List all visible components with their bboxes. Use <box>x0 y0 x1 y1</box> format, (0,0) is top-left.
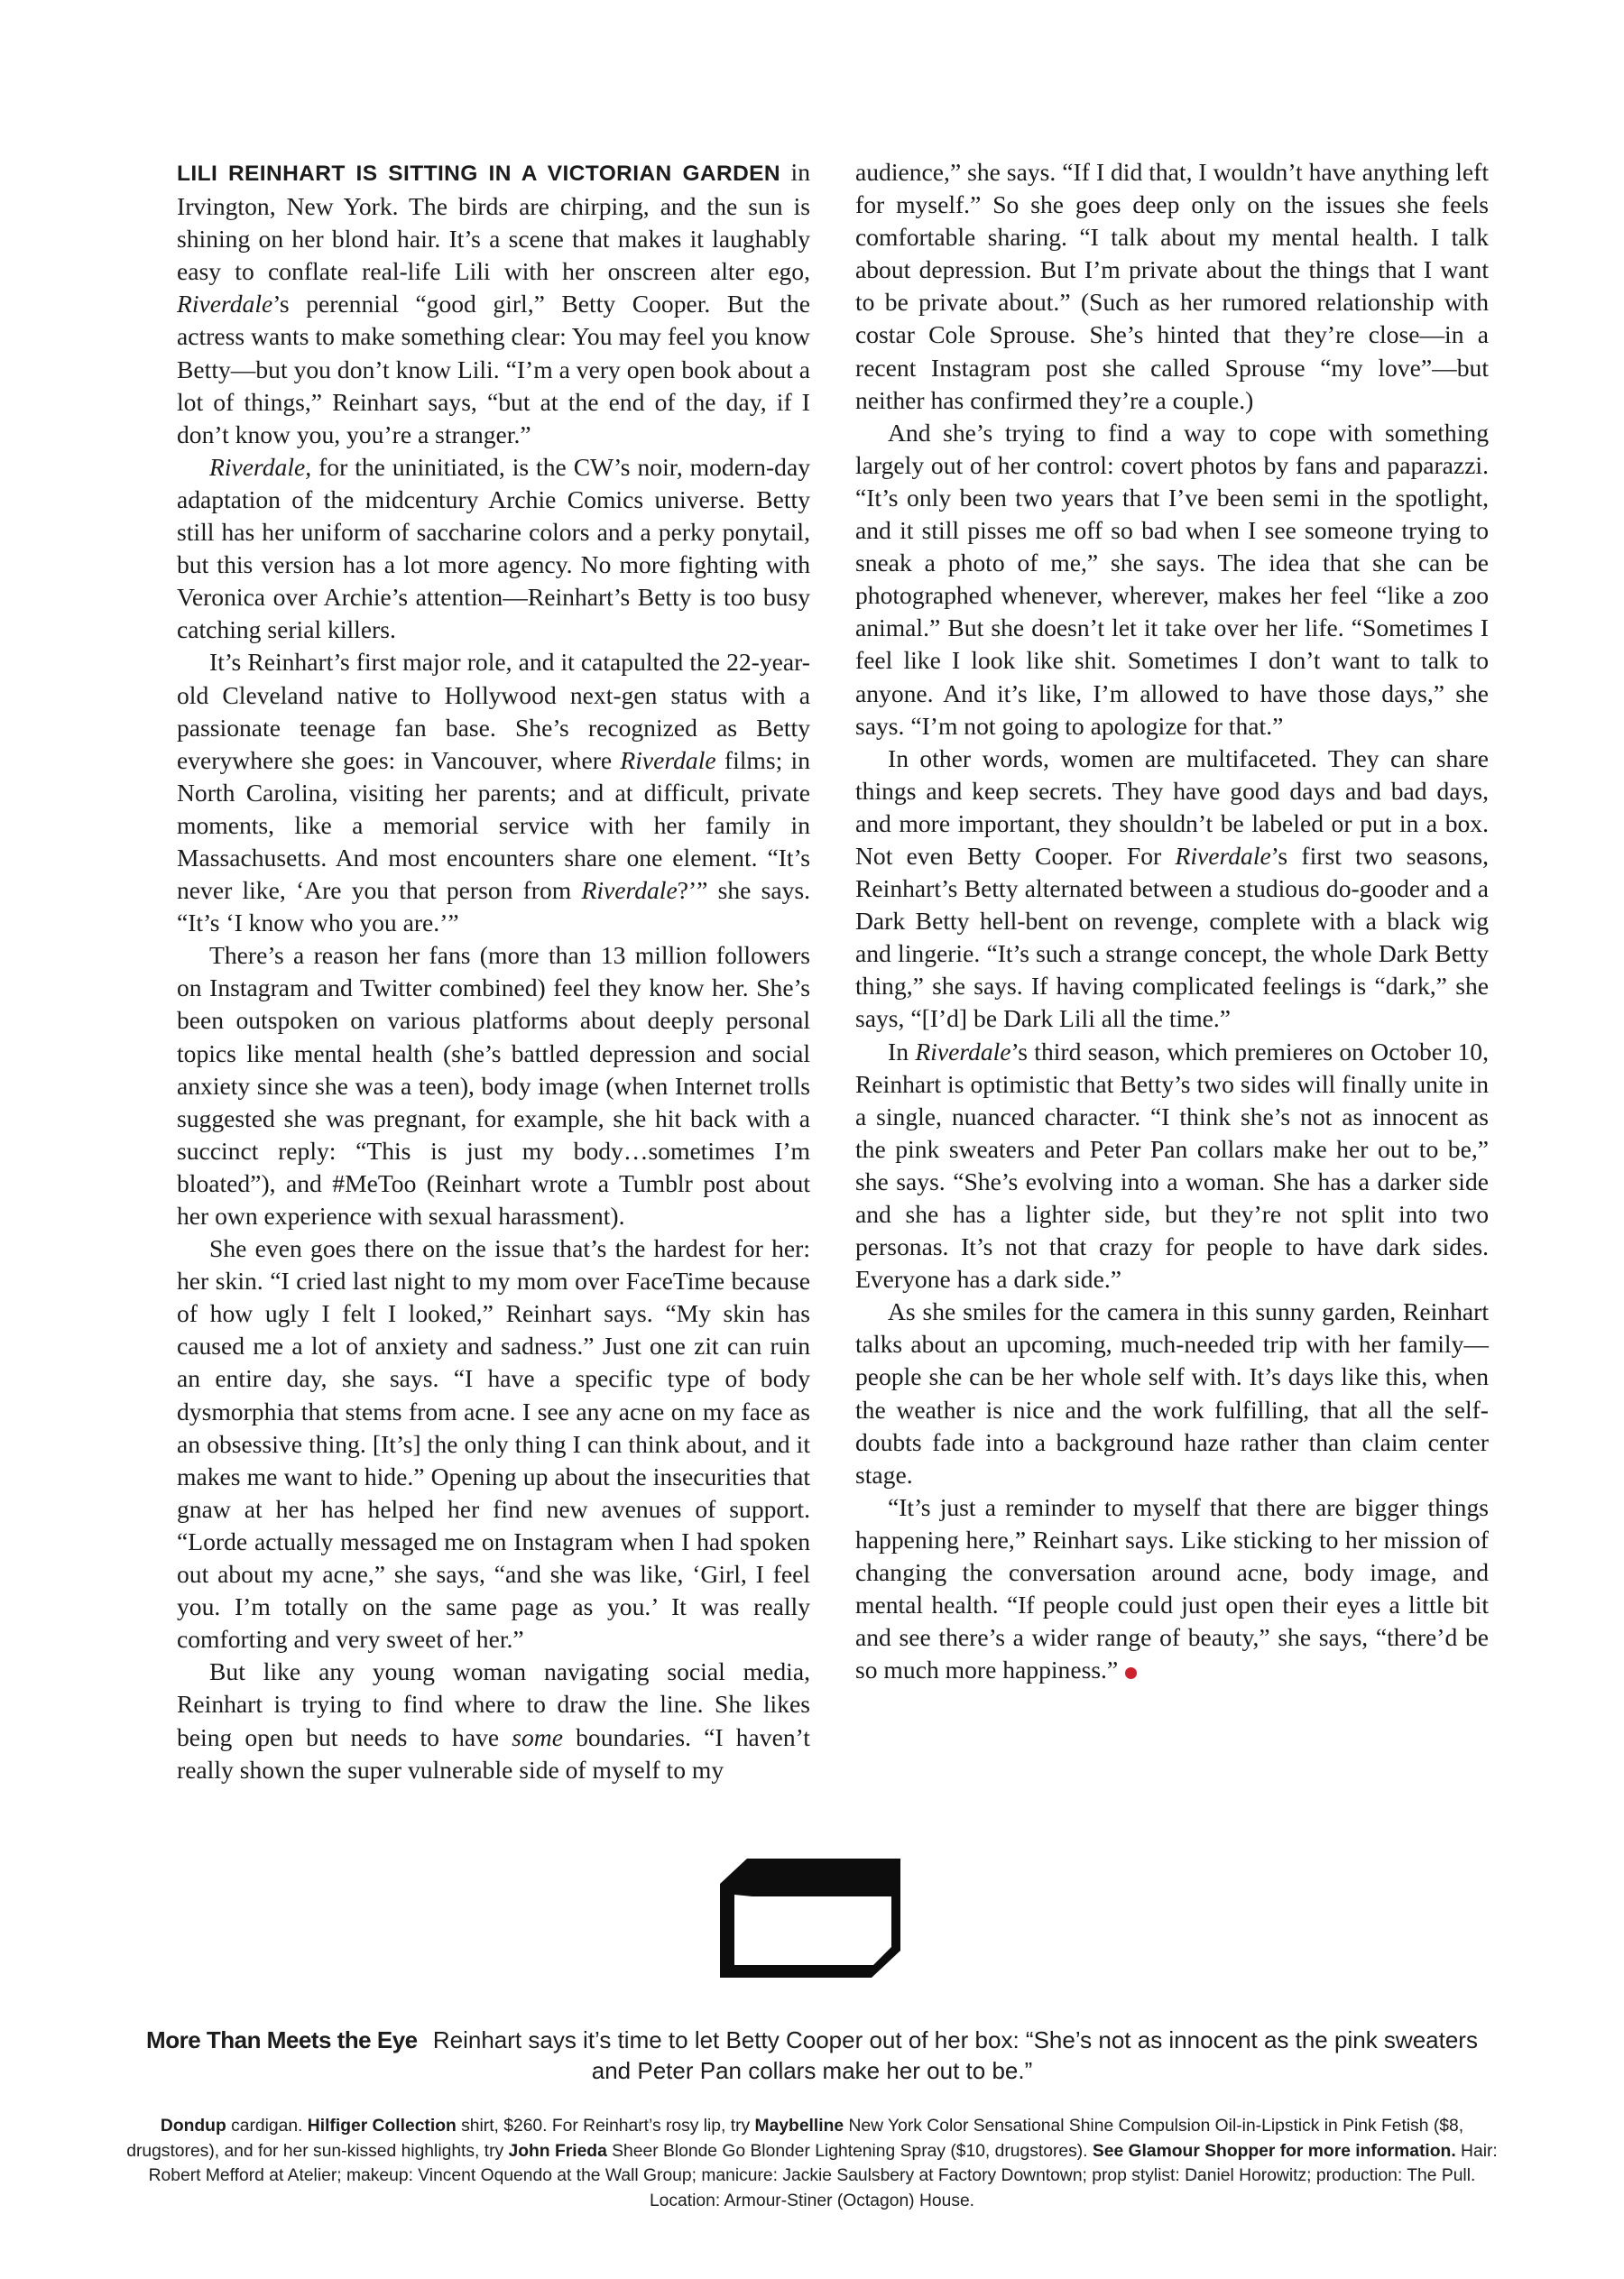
article-paragraph: Riverdale, for the uninitiated, is the CW’s noir, modern-day adaptation of the midcentury Archie Comics universe. Betty still has her uniform of saccharine colors and a perky ponytail, but this version has a lot more agency. No more fighting with Veronica over Archie’s attention—Reinhart’s Betty is too busy catching serial killers. <box>177 452 810 644</box>
article-paragraph: There’s a reason her fans (more than 13 million followers on Instagram and Twitter combined) feel they know her. She’s been outspoken on various platforms about deeply personal topics like mental health (she’s battled depression and social anxiety since she was a teen), body image (when Internet trolls suggested she was pregnant, for example, she hit back with a succinct reply: “This is just my body…sometimes I’m bloated”), and #MeToo (Reinhart wrote a Tumblr post about her own experience with sexual harassment). <box>177 941 810 1230</box>
article-paragraph: But like any young woman navigating social media, Reinhart is trying to find where to draw the line. She likes being open but needs to have some boundaries. “I haven’t really shown the super vulnerable side of myself to my <box>177 1657 810 1784</box>
article-paragraph: As she smiles for the camera in this sunny garden, Reinhart talks about an upcoming, much-needed trip with her family—people she can be her whole self with. It’s days like this, when the weather is nice and the work fulfilling, that all the self-doubts fade into a background haze rather than claim center stage. <box>855 1297 1489 1489</box>
article-paragraph: “It’s just a reminder to myself that there are bigger things happening here,” Reinhart says. Like sticking to her mission of changing the conversation around acne, body image, and mental health. “If people could just open their eyes a little bit and see there’s a wider range of beauty,” she says, “there’d be so much more happiness.” <box>855 1492 1489 1684</box>
article-paragraph: audience,” she says. “If I did that, I wouldn’t have anything left for myself.” So she goes deep only on the issues she feels comfortable sharing. “I talk about my mental health. I talk about depression. But I’m private about the things that I want to be private about.” (Such as her rumored relationship with costar Cole Sprouse. She’s hinted that they’re close—in a recent Instagram post she called Sprouse “my love”—but neither has confirmed they’re a couple.) <box>855 158 1489 414</box>
caption-title: More Than Meets the Eye <box>146 2026 418 2053</box>
credit-brand: John Frieda <box>508 2141 607 2161</box>
article-lead-in: LILI REINHART IS SITTING IN A VICTORIAN GARDEN <box>177 161 781 186</box>
caption-text: Reinhart says it’s time to let Betty Cooper out of her box: “She’s not as innocent as the pink sweaters and Peter Pan collars make her out to be.” <box>432 2026 1478 2084</box>
article-paragraph: It’s Reinhart’s first major role, and it catapulted the 22-year-old Cleveland native to Hollywood next-gen status with a passionate teenage fan base. She’s recognized as Betty everywhere she goes: in Vancouver, where Riverdale films; in North Carolina, visiting her parents; and at difficult, private moments, like a memorial service with her family in Massachusetts. And most encounters share one element. “It’s never like, ‘Are you that person from Riverdale?’” she says. “It’s ‘I know who you are.’” <box>177 648 810 937</box>
article-column-left <box>177 156 810 1786</box>
end-mark-icon <box>1125 1667 1137 1679</box>
article-paragraph: And she’s trying to find a way to cope with something largely out of her control: covert photos by fans and paparazzi. “It’s only been two years that I’ve been semi in the spotlight, and it still pisses me off so bad when I see someone trying to sneak a photo of me,” she says. The idea that she can be photographed whenever, wherever, makes her feel “like a zoo animal.” But she doesn’t let it take over her life. “Sometimes I feel like I look like shit. Sometimes I don’t want to talk to anyone. And it’s like, I’m allowed to have those days,” she says. “I’m not going to apologize for that.” <box>855 418 1489 740</box>
credit-brand: Hilfiger Collection <box>307 2117 457 2136</box>
article-paragraph: In other words, women are multifaceted. They can share things and keep secrets. They have good days and bad days, and more important, they shouldn’t be labeled or put in a box. Not even Betty Cooper. For Riverdale’s first two seasons, Reinhart’s Betty alternated between a studious do-gooder and a Dark Betty hell-bent on revenge, complete with a black wig and lingerie. “It’s such a strange concept, the whole Dark Betty thing,” she says. If having complicated feelings is “dark,” she says, “[I’d] be Dark Lili all the time.” <box>855 743 1489 1033</box>
article-paragraph: In Riverdale’s third season, which premieres on October 10, Reinhart is optimistic that Betty’s two sides will finally unite in a single, nuanced character. “I think she’s not as innocent as the pink sweaters and Peter Pan collars make her out to be,” she says. “She’s evolving into a woman. She has a darker side and she has a lighter side, but they’re not split into two personas. It’s not that crazy for people to have dark sides. Everyone has a dark side.” <box>855 1037 1489 1294</box>
article-column-right <box>855 156 1489 1686</box>
credit-shopper-note: See Glamour Shopper for more information. <box>1092 2141 1456 2161</box>
photo-credits: Dondup cardigan. Hilfiger Collection shirt, $260. For Reinhart’s rosy lip, try Maybelline New York Color Sensational Shine Compulsion Oil-in-Lipstick in Pink Fetish ($8, drugstores), and for her sun-kissed highlights, try John Frieda Sheer Blonde Go Blonder Lightening Spray ($10, drugstores). See Glamour Shopper for more information. Hair: Robert Mefford at Atelier; makeup: Vincent Oquendo at the Wall Group; manicure: Jackie Saulsbery at Factory Downtown; prop stylist: Daniel Horowitz; production: The Pull. Location: Armour-Stiner (Octagon) House. <box>126 2117 1498 2210</box>
credit-brand: Dondup <box>160 2117 226 2136</box>
article-paragraph: LILI REINHART IS SITTING IN A VICTORIAN GARDEN in Irvington, New York. The birds are chirping, and the sun is shining on her blond hair. It’s a scene that makes it laughably easy to conflate real-life Lili with her onscreen alter ego, Riverdale’s perennial “good girl,” Betty Cooper. But the actress wants to make something clear: You may feel you know Betty—but you don’t know Lili. “I’m a very open book about a lot of things,” Reinhart says, “but at the end of the day, if I don’t know you, you’re a stranger.” <box>177 158 810 448</box>
article-paragraph: She even goes there on the issue that’s the hardest for her: her skin. “I cried last night to my mom over FaceTime because of how ugly I felt I looked,” Reinhart says. “My skin has caused me a lot of anxiety and sadness.” Just one zit can ruin an entire day, she says. “I have a specific type of body dysmorphia that stems from acne. I see any acne on my face as an obsessive thing. [It’s] the only thing I can think about, and it makes me want to hide.” Opening up about the insecurities that gnaw at her has helped her find new avenues of support. “Lorde actually messaged me on Instagram when I had spoken out about my acne,” she says, “and she was like, ‘Girl, I feel you. I’m totally on the same page as you.’ It was really comforting and very sweet of her.” <box>177 1234 810 1654</box>
open-box-icon <box>720 1859 900 1978</box>
photo-caption <box>144 2025 1480 2086</box>
credit-brand: Maybelline <box>754 2117 844 2136</box>
